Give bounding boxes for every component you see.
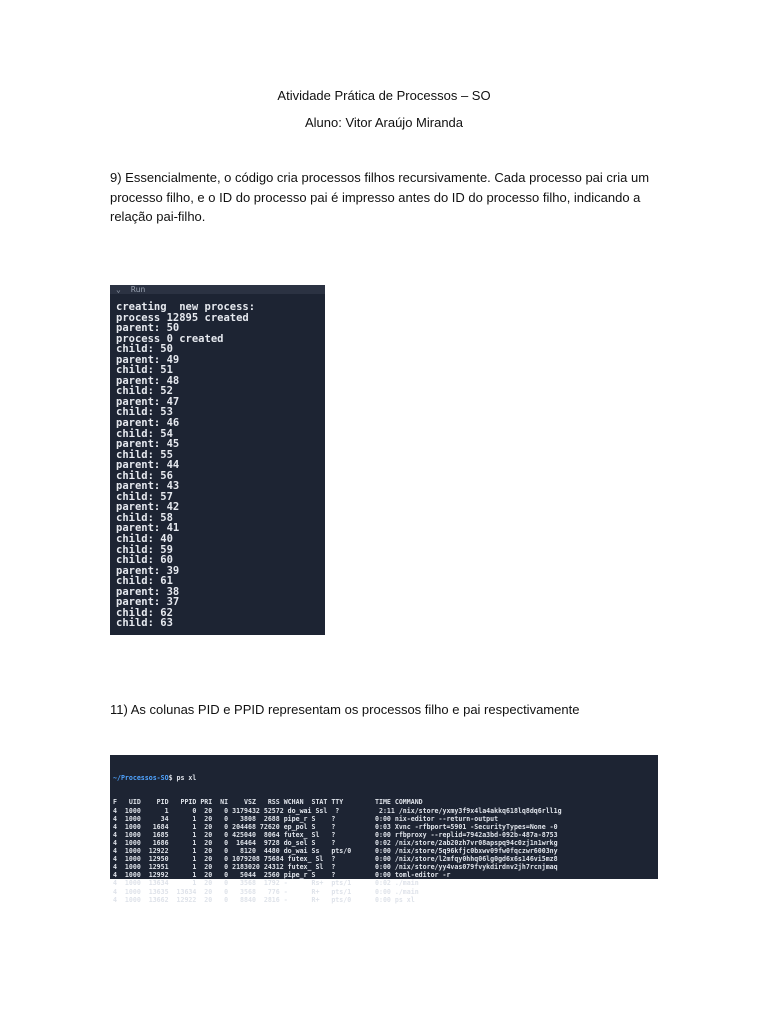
terminal-line: process 0 created: [116, 332, 224, 345]
terminal-screenshot-ps: [110, 755, 658, 904]
ps-row: 4 1000 34 1 20 0 3808 2688 pipe_r S ? 0:00 nix-editor --return-output: [113, 814, 499, 823]
ps-row: 4 1000 13635 13634 20 0 3568 776 - R+ pts/1 0:00 ./main: [113, 887, 419, 896]
terminal-line: parent: 45: [116, 438, 180, 451]
terminal-line: child: 58: [116, 511, 173, 524]
ps-row: 4 1000 12992 1 20 0 5044 2560 pipe_r S ? 0:00 toml-editor -r: [113, 871, 451, 880]
ps-row: 4 1000 1684 1 20 0 204468 72620 ep_pol S ? 0:03 Xvnc -rfbport=5901 -SecurityTypes=None -0: [113, 822, 558, 831]
terminal-line: process 12895 created: [116, 311, 249, 324]
terminal-line: child: 50: [116, 343, 173, 356]
terminal-line: child: 59: [116, 543, 173, 556]
terminal-line: child: 51: [116, 364, 173, 377]
terminal-line: child: 53: [116, 406, 173, 419]
ps-row: 4 1000 12922 1 20 0 8120 4480 do_wai Ss pts/0 0:00 /nix/store/5q96kfjc0bxwv09fw0fqczwr6003ny: [113, 847, 558, 856]
terminal-output-lines: [110, 294, 325, 629]
terminal-line: child: 56: [116, 469, 173, 482]
terminal-line: child: 61: [116, 575, 173, 588]
terminal-line: parent: 37: [116, 596, 180, 609]
terminal-line: child: 63: [116, 617, 173, 630]
ps-row: 4 1000 1 0 20 0 3179432 52572 do_wai Ssl ? 2:11 /nix/store/yxmy3f9x4la4akkq618lq8dq6rll1g: [113, 806, 562, 815]
terminal-line: parent: 38: [116, 585, 180, 598]
terminal-line: parent: 49: [116, 353, 180, 366]
chevron-down-icon: ⌄: [116, 285, 121, 294]
ps-row: 4 1000 1686 1 20 0 16464 9728 do_sel S ? 0:02 /nix/store/2ab20zh7vr08apspq94c0zj1n1wrkg: [113, 838, 558, 847]
ps-row: 4 1000 13634 1 20 0 3568 1792 - Rs+ pts/1 0:02 ./main: [113, 879, 419, 888]
question-9-text: 9) Essencialmente, o código cria processos filhos recursivamente. Cada processo pai cria um processo filho, e o ID do processo pai é impresso antes do ID do processo filho, indicando a relação pai-filho.: [110, 170, 650, 224]
terminal-line: parent: 41: [116, 522, 180, 535]
terminal-line: creating new process:: [116, 301, 256, 313]
terminal-line: parent: 43: [116, 480, 180, 493]
document-title: Atividade Prática de Processos – SO: [277, 88, 491, 103]
ps-output-table: [113, 798, 658, 903]
terminal-toolbar: [110, 285, 325, 294]
ps-row: 4 1000 1685 1 20 0 425040 8064 futex_ Sl ? 0:00 rfbproxy --replid=7942a3bd-092b-487a-8753: [113, 830, 558, 839]
terminal-line: child: 57: [116, 490, 173, 503]
run-tab-label: Run: [130, 285, 146, 294]
terminal-line: parent: 47: [116, 395, 180, 408]
terminal-screenshot-output: [110, 285, 325, 635]
terminal-line: parent: 39: [116, 564, 180, 577]
question-11-text: 11) As colunas PID e PPID representam os processos filho e pai respectivamente: [110, 702, 580, 717]
student-name: Aluno: Vitor Araújo Miranda: [304, 115, 464, 130]
ps-header-row: F UID PID PPID PRI NI VSZ RSS WCHAN STAT TTY TIME COMMAND: [113, 798, 423, 807]
terminal-line: parent: 44: [116, 459, 180, 472]
ps-row: 4 1000 12950 1 20 0 1079208 75684 futex_ Sl ? 0:00 /nix/store/l2mfqy0hhq06lg0gd6x6s146vi5mz8: [113, 855, 558, 864]
terminal-line: parent: 46: [116, 417, 180, 430]
terminal-line: child: 40: [116, 533, 173, 546]
ps-row: 4 1000 13662 12922 20 0 8840 2816 - R+ pts/0 0:00 ps xl: [113, 895, 415, 904]
terminal-line: child: 60: [116, 554, 173, 567]
terminal-line: child: 52: [116, 385, 173, 398]
terminal-prompt-line: [113, 774, 658, 782]
terminal-line: parent: 48: [116, 374, 180, 387]
terminal-line: parent: 42: [116, 501, 180, 514]
prompt-path: ~/Processos-SO: [113, 774, 169, 783]
prompt-command: $ ps xl: [168, 774, 197, 783]
ps-row: 4 1000 12951 1 20 0 2183020 24312 futex_ Sl ? 0:00 /nix/store/yy4vas079fvykdirdnv2jh7rcnjmaq: [113, 863, 558, 872]
terminal-line: child: 54: [116, 427, 173, 440]
terminal-line: child: 55: [116, 448, 173, 461]
terminal-line: parent: 50: [116, 322, 180, 335]
terminal-line: child: 62: [116, 606, 173, 619]
